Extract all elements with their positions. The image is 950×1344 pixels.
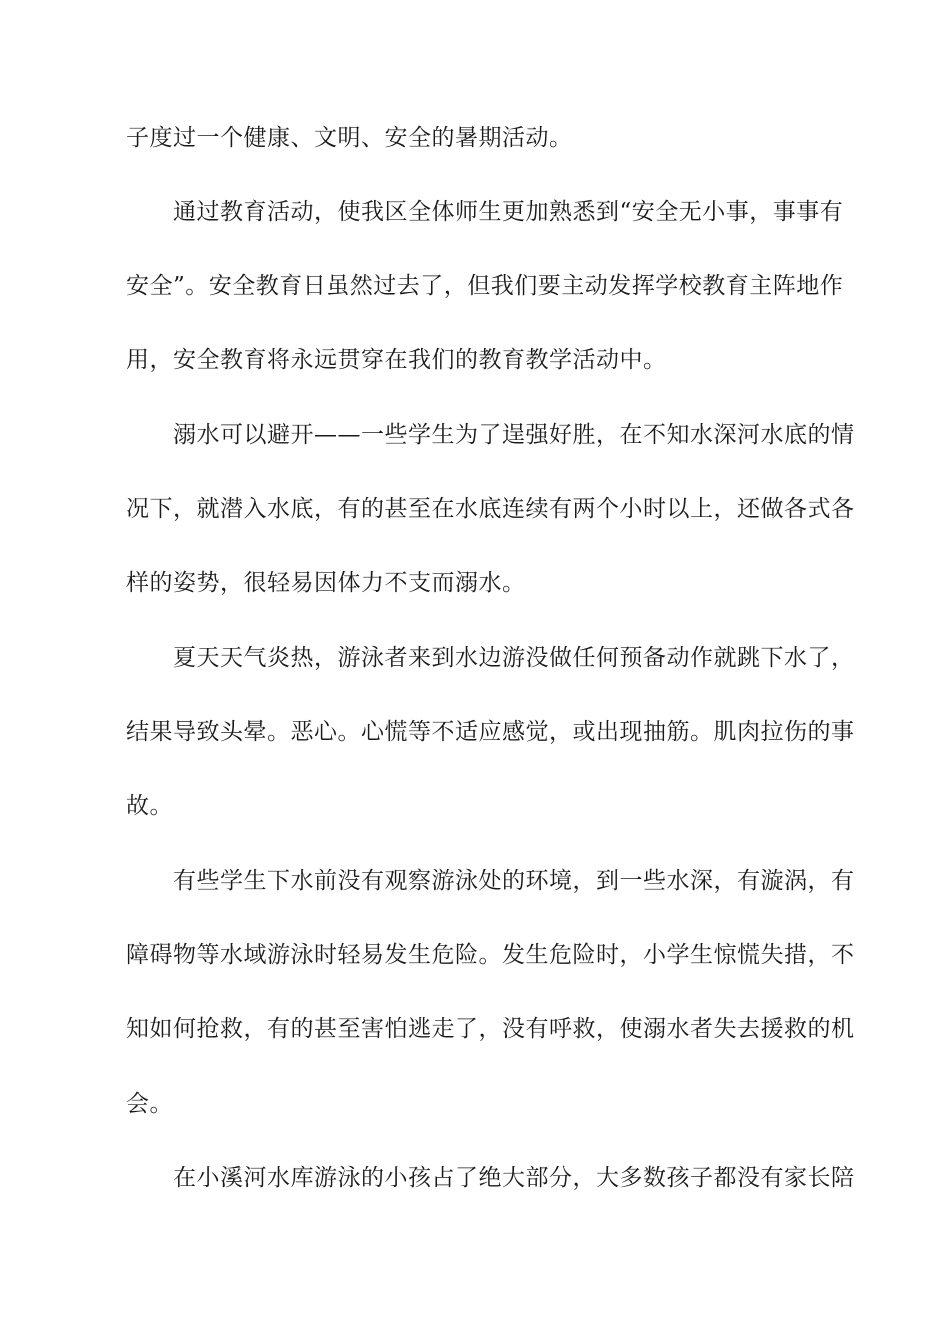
paragraph-line: 溺水可以避开——一些学生为了逞强好胜，在不知水深河水底的情 (173, 422, 855, 448)
paragraph-line: 安全”。安全教育日虽然过去了，但我们要主动发挥学校教育主阵地作 (126, 273, 844, 299)
paragraph-line: 结果导致头晕。恶心。心慌等不适应感觉，或出现抽筋。肌肉拉伤的事 (126, 719, 855, 745)
paragraph-line: 夏天天气炎热，游泳者来到水边游没做任何预备动作就跳下水了， (173, 645, 855, 671)
paragraph-line: 况下，就潜入水底，有的甚至在水底连续有两个小时以上，还做各式各 (126, 496, 855, 522)
paragraph-line: 会。 (126, 1091, 173, 1117)
paragraph-line: 用，安全教育将永远贯穿在我们的教育教学活动中。 (126, 347, 667, 373)
paragraph-line: 子度过一个健康、文明、安全的暑期活动。 (126, 125, 573, 151)
paragraph-line: 故。 (126, 793, 173, 819)
paragraph-line: 有些学生下水前没有观察游泳处的环境，到一些水深，有漩涡，有 (173, 868, 855, 894)
paragraph-line: 障碍物等水域游泳时轻易发生危险。发生危险时，小学生惊慌失措，不 (126, 942, 855, 968)
paragraph-line: 通过教育活动，使我区全体师生更加熟悉到“安全无小事，事事有 (173, 199, 844, 225)
paragraph-line: 在小溪河水库游泳的小孩占了绝大部分，大多数孩子都没有家长陪 (173, 1165, 855, 1191)
paragraph-line: 知如何抢救，有的甚至害怕逃走了，没有呼救，使溺水者失去援救的机 (126, 1016, 855, 1042)
paragraph-line: 样的姿势，很轻易因体力不支而溺水。 (126, 570, 526, 596)
